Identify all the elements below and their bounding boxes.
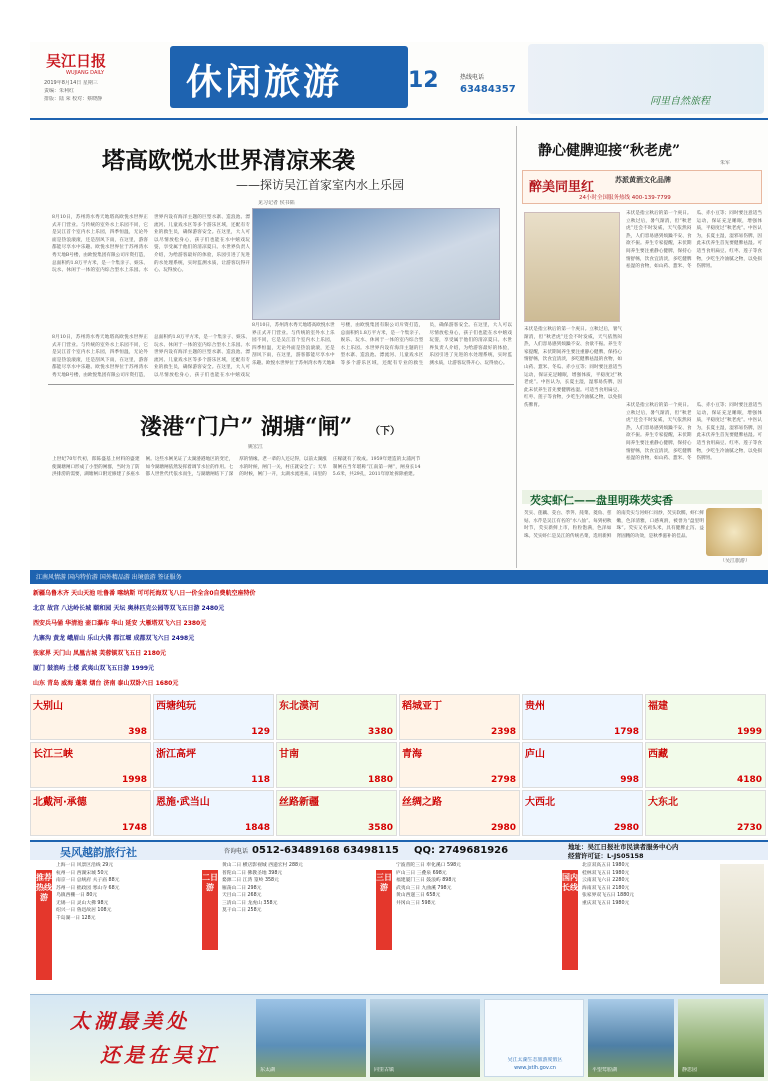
section-title: 休闲旅游 [186, 62, 343, 103]
header-decoration [528, 44, 764, 114]
ad-strip [30, 570, 768, 838]
article1-body-left: 8月10日，苏州湾水秀天地塔高欧悦水世界正式开门营业。与传统的室外水上乐园不同，它是吴江首个室内水上乐园，四季恒温，无论外面是热浪滚滚，还是刮风下雨，在这里，游客都能尽享水中乐趣。欧悦水世界位于苏州湾水秀天地B号楼，由欧悦集团有限公司斥资打造，总面积约1.8万平方米，是一个集亲子、娱乐、玩水、休闲于一体的室内综合型水上乐园。水世界内设有海洋主题的巨型水寨、造浪池、漂流河、儿童戏水区等多个游乐区域，还配有专业的救生员，确保游客安全。在这里，大人可以尽情放松身心，孩子们也能在水中嬉戏玩耍，享受属于他们的清凉夏日。水世界负责人介绍，为给游客最好的体验，乐园引进了先进的水处理系统，实时监测水质，让游客玩得开心、玩得放心。 [52, 215, 250, 274]
ad-cell-name: 北戴河·承德 [33, 797, 87, 808]
paper-logo: 吴江日报 [46, 52, 107, 70]
article4-photo [706, 508, 762, 556]
article3-title: 静心健脾迎接“秋老虎” [538, 143, 681, 159]
ad-strip-header: 江南风情游 国内特价游 国外精品游 出境旅游 签证服务 [30, 572, 768, 584]
article4-byline: （吴江旅游） [720, 558, 751, 564]
ad-cell-name: 福建 [648, 701, 668, 712]
ad-cell-name: 贵州 [525, 701, 545, 712]
ad-cell-name: 甘南 [279, 749, 299, 760]
article2-title: 溇港“门户” 湖塘“闸” [140, 414, 353, 440]
agency-tag: 推荐热线游 [36, 870, 52, 980]
ad-cell-name: 大别山 [33, 701, 63, 712]
agency-qq: QQ: 2749681926 [414, 845, 509, 856]
ad-cell-price: 3380 [367, 727, 393, 737]
issue-date: 2019年8月14日 星期三 [44, 80, 98, 86]
ad-cell [153, 742, 274, 788]
footer-photo-4 [678, 999, 764, 1077]
agency-tag: 三日游 [376, 870, 392, 950]
ad-cell [276, 694, 397, 740]
ad-cell-price: 2980 [613, 823, 639, 833]
article3-byline: 朱军 [720, 160, 731, 166]
wine-ad-company: 苏派黄酒文化品牌 [615, 176, 671, 184]
ad-cell-price: 4180 [736, 775, 762, 785]
wine-ad-hotline: 24小时全国服务热线 400-139-7799 [579, 195, 671, 201]
ad-cell-price: 2798 [490, 775, 516, 785]
ad-cell-name: 丝路新疆 [279, 797, 319, 808]
ad-cell [645, 694, 766, 740]
newspaper-page [30, 42, 768, 1081]
article4-title: 芡实虾仁——盘里明珠芡实香 [530, 494, 673, 507]
agency-col-4: 北京双高五日 1980元 桂林双飞五日 1980元 云南双飞六日 2280元 海南双飞五日 2180元 张家界双飞五日 1880元 重庆双飞五日 1980元 [582, 863, 635, 906]
agency-name: 吴风越韵旅行社 [60, 846, 137, 859]
article2-body: 上世纪70年代初，郎陈盛基上材料的盛建使湖塘闸口形成了小型的闸群，当时为了防洪排涝的需要，湖塘闸口附近修建了多座水闸。这些水闸见证了太湖溇港地区的变迁，如今湖塘闸依然发挥着调节水位的作用。七都人世世代代依水而生，与湖塘闸结下了深厚的情缘。老一辈的人还记得，以前太湖涨水的时候，闸门一关，村庄就安全了；天旱的时候，闸门一开，太湖水流进来，田里的庄稼就有了收成。1959年建造的太浦河节制闸在当年堪称“江南第一闸”，闸身长145.6米，共29孔，2011年原址拆除重建。 [52, 457, 421, 478]
ad-cell [153, 790, 274, 836]
ad-cell [30, 790, 151, 836]
ad-grid [30, 694, 768, 838]
ad-cell-name: 西藏 [648, 749, 668, 760]
ad-cell-price: 1748 [121, 823, 147, 833]
ad-cell-price: 1880 [367, 775, 393, 785]
ad-cell-price: 998 [620, 775, 639, 785]
article2-part: （下） [370, 426, 400, 437]
ad-cell-price: 118 [251, 775, 270, 785]
footer-photo-1 [256, 999, 366, 1077]
article1-title: 塔高欧悦水世界清凉来袭 [102, 147, 355, 174]
ad-cell-price: 2398 [490, 727, 516, 737]
header-slogan: 同里自然旅程 [650, 96, 710, 107]
agency-col-2: 黄山二日 横店影视城 西递宏村 288元 普陀山二日 佛教圣地 398元 婺源二日 江湾 篁岭 358元 雁荡山二日 298元 天目山二日 268元 三清山二日 龙虎山 358元 莫干山二日 258元 [222, 863, 303, 913]
ad-cell-price: 129 [251, 727, 270, 737]
footer-slogan-1: 太湖最美处 [70, 1009, 190, 1033]
ad-cell-name: 稻城亚丁 [402, 701, 442, 712]
ad-cell [153, 694, 274, 740]
footer-caption-1: 东太湖 [260, 1067, 276, 1073]
footer-ad [30, 994, 768, 1081]
agency-tag: 二日游 [202, 870, 218, 950]
ad-cell-name: 青海 [402, 749, 422, 760]
footer-slogan-2: 还是在吴江 [100, 1043, 220, 1067]
ad-row: 厦门 鼓浪屿 土楼 武夷山双飞五日游 1999元 [33, 665, 155, 672]
ad-cell-price: 1999 [736, 727, 762, 737]
ad-cell [645, 790, 766, 836]
article1-body-bottom: 8月10日，苏州湾水秀天地塔高欧悦水世界正式开门营业。与传统的室外水上乐园不同，它是吴江首个室内水上乐园，四季恒温，无论外面是热浪滚滚，还是刮风下雨，在这里，游客都能尽享水中乐趣。欧悦水世界位于苏州湾水秀天地B号楼，由欧悦集团有限公司斥资打造，总面积约1.8万平方米，是一个集亲子、娱乐、玩水、休闲于一体的室内综合型水上乐园。水世界内设有海洋主题的巨型水寨、造浪池、漂流河、儿童戏水区等多个游乐区域，还配有专业的救生员，确保游客安全。在这里，大人可以尽情放松身心，孩子们也能在水中嬉戏玩耍，享受属于他们的清凉夏日。水世界负责人介绍，为给游客最好的体验，乐园引进了先进的水处理系统，实时监测水质，让游客玩得开心、玩得放心。 [252, 323, 512, 366]
ad-cell-name: 西塘纯玩 [156, 701, 196, 712]
masthead [42, 42, 162, 112]
article2-byline: 姚宏江 [248, 444, 264, 450]
ad-row: 张家界 天门山 凤凰古城 芙蓉镇双飞五日 2180元 [33, 650, 167, 657]
ad-cell [399, 790, 520, 836]
ad-row: 新疆乌鲁木齐 天山天池 吐鲁番 喀纳斯 可可托海双飞八日一价全含0自费航空座特价 [33, 590, 256, 597]
footer-url[interactable]: www.jstlh.gov.cn [514, 1065, 556, 1071]
ad-cell-name: 大东北 [648, 797, 678, 808]
ad-cell [30, 742, 151, 788]
footer-photo-3 [588, 999, 674, 1077]
article3-body-b: 末伏是指立秋后的第一个庚日。立秋过后，暑气渐消，但“秋老虎”还会不时发威，天气依然闷热，人们容易感到烦躁不安、食欲不振。养生专家提醒，末伏期间养生要注重静心健脾，保持心情舒畅，饮食宜清淡，多吃健脾祛湿的食物，如山药、薏米、冬瓜、赤小豆等；同时要注意适当运动，保证充足睡眠，增强体质，平稳度过“秋老虎”。中医认为，长夏主湿，湿邪易伤脾，因此末伏养生首先要健脾祛湿。可适当食用扁豆、红枣、莲子等食物，少吃生冷油腻之物，以免损伤脾胃。 [524, 327, 622, 408]
ad-cell-price: 398 [128, 727, 147, 737]
article3-body-c: 末伏是指立秋后的第一个庚日。立秋过后，暑气渐消，但“秋老虎”还会不时发威，天气依然闷热，人们容易感到烦躁不安、食欲不振。养生专家提醒，末伏期间养生要注重静心健脾，保持心情舒畅，饮食宜清淡，多吃健脾祛湿的食物，如山药、薏米、冬瓜、赤小豆等；同时要注意适当运动，保证充足睡眠，增强体质，平稳度过“秋老虎”。中医认为，长夏主湿，湿邪易伤脾，因此末伏养生首先要健脾祛湿。可适当食用扁豆、红枣、莲子等食物，少吃生冷油腻之物，以免损伤脾胃。 [626, 403, 762, 462]
agency-col-1: 上海一日 风景区沿线 29元 杭州一日 西湖宋城 50元 南京一日 总统府 夫子庙 88元 苏州一日 拙政园 寒山寺 68元 乌镇西栅一日 80元 无锡一日 灵山大佛 98元 绍兴一日 鲁迅故居 108元 千岛湖一日 128元 [56, 863, 120, 921]
footer-caption-5: 静思园 [682, 1067, 698, 1073]
ad-row: 北京 故宫 八达岭长城 颐和园 天坛 奥林匹克公园等双飞五日游 2480元 [33, 605, 225, 612]
ad-cell [276, 742, 397, 788]
ad-cell-price: 3580 [367, 823, 393, 833]
ad-cell-name: 长江三峡 [33, 749, 73, 760]
agency-side-photo [720, 864, 764, 984]
ad-row: 西安兵马俑 华清池 壶口瀑布 华山 延安 大雁塔双飞六日 2380元 [33, 620, 207, 627]
designer-credit: 排版：陆 荣 校对：蔡晓静 [44, 96, 103, 102]
article1-subtitle: ——探访吴江首家室内水上乐园 [236, 178, 405, 192]
section-banner [170, 46, 408, 108]
hotline-label: 热线电话 [460, 74, 485, 81]
ad-cell-price: 1798 [613, 727, 639, 737]
ad-cell [276, 790, 397, 836]
ad-cell [399, 694, 520, 740]
hotline-number: 63484357 [460, 84, 516, 95]
wine-ad-brand: 醉美同里红 [529, 180, 595, 195]
ad-row: 九寨沟 黄龙 峨眉山 乐山大佛 都江堰 成都双飞六日 2498元 [33, 635, 195, 642]
agency-phone-label: 咨询电话 [224, 848, 249, 855]
divider-article1 [48, 384, 514, 385]
ad-cell [522, 790, 643, 836]
ad-cell-price: 2730 [736, 823, 762, 833]
ad-cell-price: 1848 [244, 823, 270, 833]
footer-photo-2 [370, 999, 480, 1077]
article1-byline: 见习记者 侯书韬 [258, 200, 295, 206]
ad-cell [522, 694, 643, 740]
page-number: 12 [408, 68, 439, 93]
agency-ad [30, 840, 768, 992]
ad-cell [399, 742, 520, 788]
ad-cell-name: 东北漠河 [279, 701, 319, 712]
article3-body-a: 末伏是指立秋后的第一个庚日。立秋过后，暑气渐消，但“秋老虎”还会不时发威，天气依然闷热，人们容易感到烦躁不安、食欲不振。养生专家提醒，末伏期间养生要注重静心健脾，保持心情舒畅，饮食宜清淡，多吃健脾祛湿的食物，如山药、薏米、冬瓜、赤小豆等；同时要注意适当运动，保证充足睡眠，增强体质，平稳度过“秋老虎”。中医认为，长夏主湿，湿邪易伤脾，因此末伏养生首先要健脾祛湿。可适当食用扁豆、红枣、莲子等食物，少吃生冷油腻之物，以免损伤脾胃。 [626, 211, 762, 270]
header-rule [30, 118, 768, 120]
agency-col-3: 宁波普陀三日 奉化溪口 598元 庐山三日 三叠泉 698元 福建厦门三日 鼓浪屿 898元 武夷山三日 九曲溪 798元 黄山西递三日 658元 井冈山三日 598元 [396, 863, 461, 906]
ad-cell [522, 742, 643, 788]
ad-cell-name: 恩施·武当山 [156, 797, 210, 808]
editor-credit: 责编：朱利红 [44, 88, 75, 94]
footer-caption-2: 同里古镇 [374, 1067, 395, 1073]
ad-cell-name: 大西北 [525, 797, 555, 808]
agency-address: 地址：吴江日报社市民读者服务中心内 [568, 843, 679, 851]
ad-row: 山东 青岛 威海 蓬莱 烟台 济南 泰山双卧六日 1680元 [33, 680, 179, 687]
paper-logo-en: WUJIANG DAILY [66, 70, 105, 76]
article4-body: 芡实、莲藕、茭白、荸荠、莼菜、菱角、慈姑、水芹是吴江有名的“水八仙”。每到初秋时节，芡实新鲜上市，粒粒饱满，色泽如珠。芡实虾仁是吴江的传统名菜，选用新鲜的南芡实与河虾仁同炒，芡实软糯，虾仁鲜嫩，色泽清雅，口感爽滑，被誉为“盘里明珠”。芡实又名鸡头米，具有健脾止泻、益肾固精的功效，是秋季滋补的佳品。 [524, 511, 704, 539]
ad-cell-price: 1998 [121, 775, 147, 785]
ad-cell [30, 694, 151, 740]
article1-photo [252, 208, 500, 320]
wine-ad [522, 170, 762, 204]
ad-cell-name: 庐山 [525, 749, 545, 760]
ad-cell-name: 浙江高坪 [156, 749, 196, 760]
ad-cell-price: 2980 [490, 823, 516, 833]
right-column-divider [516, 126, 517, 568]
footer-caption-4: 平望莺脰湖 [592, 1067, 618, 1073]
ad-cell-name: 丝绸之路 [402, 797, 442, 808]
article1-body-right: 8月10日，苏州湾水秀天地塔高欧悦水世界正式开门营业。与传统的室外水上乐园不同，它是吴江首个室内水上乐园，四季恒温，无论外面是热浪滚滚，还是刮风下雨，在这里，游客都能尽享水中乐趣。欧悦水世界位于苏州湾水秀天地B号楼，由欧悦集团有限公司斥资打造，总面积约1.8万平方米，是一个集亲子、娱乐、玩水、休闲于一体的室内综合型水上乐园。水世界内设有海洋主题的巨型水寨、造浪池、漂流河、儿童戏水区等多个游乐区域，还配有专业的救生员，确保游客安全。在这里，大人可以尽情放松身心，孩子们也能在水中嬉戏玩 [52, 335, 250, 378]
article3-photo [524, 212, 620, 322]
agency-phone: 0512-63489168 63498115 [252, 845, 399, 856]
footer-caption-3: 吴江太湖生态旅游度假区 [507, 1057, 563, 1063]
ad-cell [645, 742, 766, 788]
ad-strip-rows [30, 586, 768, 691]
agency-tag: 国内长线 [562, 870, 578, 970]
agency-license: 经营许可证：L-JS05158 [568, 852, 644, 860]
